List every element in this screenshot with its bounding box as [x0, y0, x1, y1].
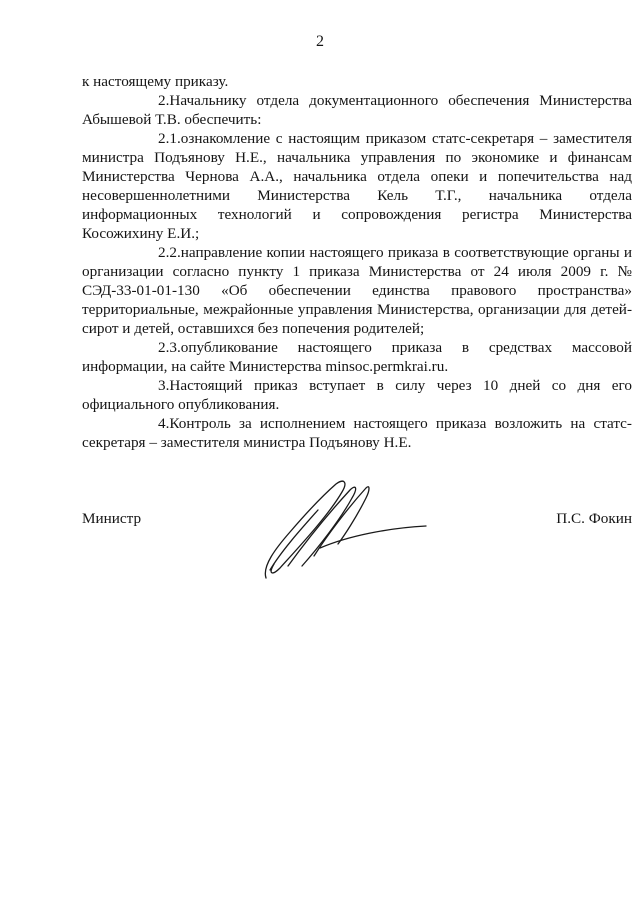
paragraph-text: направление копии настоящего приказа в соответствующие органы и организации согласно пункту 1 приказа Министерства от 24 июля 2009 г. № СЭД-33-01-01-130 «Об обеспечении единства правового пространства» территориальные, межрайонные управления Министерства, организации для детей-сирот и детей, оставшихся без попечения родителей;	[82, 244, 632, 337]
paragraph-item-4	[82, 414, 632, 452]
paragraph-number: 2.	[158, 92, 170, 109]
paragraph-number: 2.3.	[158, 339, 181, 356]
paragraph-text: к настоящему приказу.	[82, 73, 229, 90]
paragraph-item-2	[82, 91, 632, 129]
paragraph-continuation	[82, 72, 632, 91]
paragraph-text: Настоящий приказ вступает в силу через 10 дней со дня его официального опубликования.	[82, 377, 632, 413]
handwritten-signature	[258, 470, 438, 585]
paragraph-number: 2.1.	[158, 130, 181, 147]
paragraph-number: 2.2.	[158, 244, 181, 261]
paragraph-item-2-3	[82, 338, 632, 376]
page-number: 2	[316, 33, 324, 50]
paragraph-item-3	[82, 376, 632, 414]
paragraph-number: 4.	[158, 415, 170, 432]
signer-title: Министр	[82, 510, 142, 527]
paragraph-item-2-1	[82, 129, 632, 243]
paragraph-text: Контроль за исполнением настоящего приказа возложить на статс-секретаря – заместителя министра Подъянову Н.Е.	[82, 415, 632, 451]
paragraph-text: опубликование настоящего приказа в средствах массовой информации, на сайте Министерства minsoc.permkrai.ru.	[82, 339, 632, 375]
paragraph-text: Начальнику отдела документационного обеспечения Министерства Абышевой Т.В. обеспечить:	[82, 92, 632, 128]
paragraph-text: ознакомление с настоящим приказом статс-секретаря – заместителя министра Подъянову Н.Е., начальника управления по экономике и финансам Министерства Чернова А.А., начальника отдела опеки и попечительства над несовершеннолетними Министерства Кель Т.Г., начальника отдела информационных технологий и сопровождения регистра Министерства Косожихину Е.И.;	[82, 130, 632, 242]
document-body	[82, 72, 632, 452]
paragraph-number: 3.	[158, 377, 170, 394]
paragraph-item-2-2	[82, 243, 632, 338]
signer-name: П.С. Фокин	[556, 510, 632, 527]
